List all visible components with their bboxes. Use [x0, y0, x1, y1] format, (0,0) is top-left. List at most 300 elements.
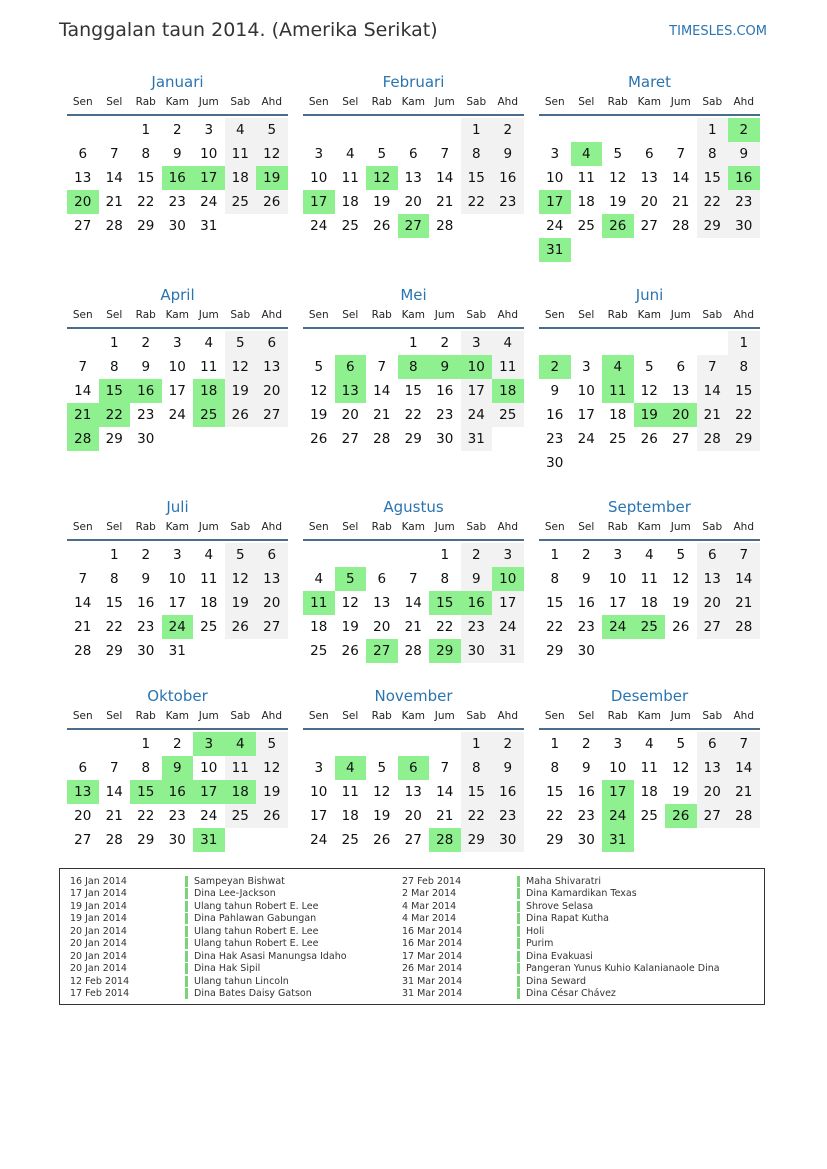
day-cell: 2	[581, 736, 591, 752]
day-cell: 3	[461, 331, 493, 355]
day-cell: 29	[546, 643, 564, 659]
month-agustus	[303, 497, 524, 663]
day-cell: 19	[341, 619, 359, 635]
day-cell: 18	[609, 407, 627, 423]
empty-cell	[398, 732, 430, 756]
legend-marker	[517, 938, 520, 949]
day-cell: 18	[640, 784, 658, 800]
day-cell: 26	[640, 431, 658, 447]
day-cell: 6	[78, 146, 88, 162]
day-cell: 27	[640, 218, 658, 234]
day-cell: 24	[200, 808, 218, 824]
day-cell: 11	[492, 355, 524, 379]
page-title: Tanggalan taun 2014. (Amerika Serikat)	[59, 19, 438, 41]
holiday-day-cell: 4	[571, 142, 603, 166]
day-cell: 7	[728, 732, 760, 756]
weekday-label: Kam	[165, 521, 189, 533]
holiday-day-cell: 4	[602, 355, 634, 379]
day-cell: 18	[200, 595, 218, 611]
weekday-header	[539, 305, 760, 325]
month-april	[67, 285, 288, 451]
month-januari	[67, 72, 288, 238]
day-cell: 21	[74, 619, 92, 635]
weekday-label: Ahd	[733, 96, 754, 108]
holiday-day-cell: 19	[634, 403, 666, 427]
day-cell: 26	[225, 615, 257, 639]
day-cell: 12	[225, 355, 257, 379]
legend-marker	[185, 876, 188, 887]
weekday-label: Ahd	[261, 521, 282, 533]
day-cell: 5	[676, 547, 686, 563]
weekday-label: Kam	[165, 710, 189, 722]
day-cell: 1	[141, 736, 151, 752]
day-cell: 26	[373, 832, 391, 848]
day-cell: 11	[225, 142, 257, 166]
legend-row	[402, 925, 720, 938]
day-cell: 14	[728, 567, 760, 591]
weekday-label: Kam	[637, 710, 661, 722]
month-name: Desember	[610, 687, 689, 705]
weekday-label: Sab	[230, 521, 251, 533]
holiday-day-cell: 18	[225, 780, 257, 804]
day-cell: 17	[168, 383, 186, 399]
day-cell: 28	[404, 643, 422, 659]
weekday-header	[303, 305, 524, 325]
header-divider	[67, 114, 288, 116]
empty-cell	[366, 543, 398, 567]
day-cell: 23	[492, 190, 524, 214]
day-cell: 8	[141, 760, 151, 776]
day-cell: 3	[172, 547, 182, 563]
weekday-label: Rab	[371, 96, 392, 108]
day-cell: 7	[440, 760, 450, 776]
day-cell: 29	[546, 832, 564, 848]
month-september	[539, 497, 760, 663]
day-cell: 11	[341, 170, 359, 186]
legend-date: 20 Jan 2014	[70, 950, 127, 962]
weekday-label: Sel	[106, 96, 123, 108]
day-cell: 10	[168, 571, 186, 587]
month-name: Juni	[635, 286, 664, 304]
month-name: Agustus	[383, 498, 444, 516]
day-cell: 8	[141, 146, 151, 162]
legend-date: 20 Jan 2014	[70, 925, 127, 937]
day-cell: 30	[577, 832, 595, 848]
weekday-label: Rab	[607, 309, 628, 321]
holiday-day-cell: 17	[539, 190, 571, 214]
day-cell: 23	[577, 808, 595, 824]
legend-holiday-name: Ulang tahun Lincoln	[194, 975, 289, 987]
day-cell: 24	[310, 218, 328, 234]
day-cell: 27	[256, 403, 288, 427]
weekday-label: Sab	[466, 710, 487, 722]
day-cell: 9	[141, 571, 151, 587]
legend-column-2	[402, 875, 720, 1000]
holiday-day-cell: 17	[303, 190, 335, 214]
weekday-label: Rab	[135, 710, 156, 722]
day-cell: 21	[105, 808, 123, 824]
holiday-day-cell: 10	[461, 355, 493, 379]
month-name: September	[608, 498, 691, 516]
holiday-day-cell: 2	[728, 118, 760, 142]
day-cell: 20	[373, 619, 391, 635]
weekday-label: Kam	[401, 521, 425, 533]
day-cell: 12	[373, 784, 391, 800]
day-cell: 29	[728, 427, 760, 451]
weekday-label: Kam	[165, 309, 189, 321]
header-divider	[67, 728, 288, 730]
weekday-label: Rab	[135, 309, 156, 321]
empty-cell	[366, 732, 398, 756]
brand-link[interactable]: TIMESLES.COM	[669, 24, 767, 39]
header-divider	[539, 539, 760, 541]
empty-cell	[335, 331, 367, 355]
day-cell: 24	[168, 407, 186, 423]
day-cell: 15	[404, 383, 422, 399]
holiday-day-cell: 19	[256, 166, 288, 190]
day-cell: 1	[109, 335, 119, 351]
day-cell: 14	[74, 383, 92, 399]
weekday-label: Sel	[342, 710, 359, 722]
holiday-day-cell: 16	[162, 780, 194, 804]
day-cell: 26	[256, 190, 288, 214]
empty-cell	[67, 732, 99, 756]
weekday-label: Sel	[578, 710, 595, 722]
day-cell: 1	[550, 736, 560, 752]
day-cell: 16	[546, 407, 564, 423]
day-cell: 15	[105, 595, 123, 611]
day-cell: 13	[640, 170, 658, 186]
day-cell: 12	[672, 571, 690, 587]
day-cell: 4	[492, 331, 524, 355]
day-cell: 10	[200, 146, 218, 162]
empty-cell	[398, 543, 430, 567]
day-grid	[67, 331, 288, 451]
weekday-label: Sel	[342, 309, 359, 321]
empty-cell	[697, 331, 729, 355]
day-cell: 25	[577, 218, 595, 234]
day-cell: 10	[577, 383, 595, 399]
legend-holiday-name: Holi	[526, 925, 545, 937]
legend-date: 31 Mar 2014	[402, 988, 463, 1000]
month-desember	[539, 686, 760, 852]
day-cell: 25	[341, 832, 359, 848]
day-cell: 22	[697, 190, 729, 214]
day-cell: 19	[609, 194, 627, 210]
day-cell: 19	[373, 808, 391, 824]
legend-row	[402, 963, 720, 976]
legend-date: 17 Feb 2014	[70, 988, 130, 1000]
day-cell: 23	[137, 619, 155, 635]
day-cell: 18	[225, 166, 257, 190]
day-cell: 13	[697, 567, 729, 591]
day-cell: 23	[577, 619, 595, 635]
holiday-day-cell: 31	[602, 828, 634, 852]
weekday-label: Ahd	[497, 521, 518, 533]
day-cell: 28	[74, 643, 92, 659]
legend-date: 26 Mar 2014	[402, 963, 463, 975]
month-name: April	[160, 286, 195, 304]
day-cell: 31	[492, 639, 524, 663]
weekday-label: Jum	[434, 96, 455, 108]
day-cell: 30	[492, 828, 524, 852]
day-cell: 1	[109, 547, 119, 563]
holiday-day-cell: 27	[398, 214, 430, 238]
holiday-day-cell: 25	[193, 403, 225, 427]
day-cell: 22	[546, 808, 564, 824]
holiday-day-cell: 29	[429, 639, 461, 663]
month-maret	[539, 72, 760, 262]
holiday-day-cell: 4	[335, 756, 367, 780]
holiday-day-cell: 20	[67, 190, 99, 214]
day-cell: 4	[204, 547, 214, 563]
header-divider	[303, 539, 524, 541]
weekday-label: Sab	[702, 309, 723, 321]
legend-holiday-name: Dina Kamardikan Texas	[526, 888, 637, 900]
weekday-label: Ahd	[497, 309, 518, 321]
day-cell: 20	[404, 194, 422, 210]
month-name: Januari	[151, 73, 204, 91]
day-cell: 21	[672, 194, 690, 210]
day-cell: 15	[546, 595, 564, 611]
weekday-label: Ahd	[261, 710, 282, 722]
holiday-day-cell: 24	[602, 615, 634, 639]
weekday-label: Jum	[434, 309, 455, 321]
day-cell: 10	[609, 760, 627, 776]
day-cell: 17	[168, 595, 186, 611]
legend-date: 16 Jan 2014	[70, 875, 127, 887]
weekday-label: Rab	[371, 521, 392, 533]
day-cell: 8	[461, 756, 493, 780]
day-cell: 9	[581, 760, 591, 776]
weekday-label: Rab	[607, 521, 628, 533]
day-grid	[67, 543, 288, 663]
empty-cell	[303, 543, 335, 567]
day-cell: 10	[546, 170, 564, 186]
empty-cell	[602, 331, 634, 355]
weekday-label: Rab	[135, 96, 156, 108]
day-cell: 30	[436, 431, 454, 447]
legend-holiday-name: Dina Rapat Kutha	[526, 913, 609, 925]
holiday-day-cell: 17	[193, 780, 225, 804]
day-cell: 15	[461, 166, 493, 190]
day-cell: 5	[256, 118, 288, 142]
weekday-label: Sab	[466, 96, 487, 108]
day-cell: 21	[105, 194, 123, 210]
day-cell: 8	[550, 571, 560, 587]
empty-cell	[67, 331, 99, 355]
empty-cell	[303, 732, 335, 756]
holiday-day-cell: 17	[193, 166, 225, 190]
day-cell: 19	[225, 379, 257, 403]
day-cell: 3	[492, 543, 524, 567]
day-cell: 10	[609, 571, 627, 587]
legend-marker	[517, 951, 520, 962]
day-cell: 14	[373, 383, 391, 399]
weekday-label: Sen	[308, 309, 329, 321]
holiday-day-cell: 26	[665, 804, 697, 828]
weekday-label: Sel	[106, 521, 123, 533]
day-cell: 7	[78, 571, 88, 587]
holiday-day-cell: 24	[602, 804, 634, 828]
day-cell: 22	[137, 808, 155, 824]
day-cell: 7	[109, 146, 119, 162]
legend-holiday-name: Maha Shivaratri	[526, 875, 602, 887]
legend-marker	[185, 926, 188, 937]
day-cell: 29	[137, 218, 155, 234]
month-mei	[303, 285, 524, 451]
empty-cell	[303, 118, 335, 142]
holiday-day-cell: 31	[539, 238, 571, 262]
month-juli	[67, 497, 288, 663]
day-cell: 2	[492, 732, 524, 756]
day-cell: 8	[109, 359, 119, 375]
month-juni	[539, 285, 760, 475]
day-cell: 15	[461, 780, 493, 804]
day-cell: 24	[577, 431, 595, 447]
holiday-day-cell: 16	[130, 379, 162, 403]
day-cell: 24	[492, 615, 524, 639]
weekday-label: Sen	[72, 710, 93, 722]
weekday-label: Kam	[401, 710, 425, 722]
day-cell: 3	[613, 736, 623, 752]
day-grid	[303, 331, 524, 451]
day-cell: 24	[461, 403, 493, 427]
legend-holiday-name: Purim	[526, 938, 554, 950]
weekday-label: Ahd	[733, 521, 754, 533]
legend-row	[70, 975, 347, 988]
day-cell: 8	[461, 142, 493, 166]
empty-cell	[602, 118, 634, 142]
day-cell: 13	[256, 567, 288, 591]
day-cell: 2	[581, 547, 591, 563]
weekday-label: Sen	[544, 309, 565, 321]
weekday-label: Kam	[637, 96, 661, 108]
legend-row	[402, 938, 720, 951]
day-cell: 22	[728, 403, 760, 427]
day-cell: 31	[461, 427, 493, 451]
empty-cell	[303, 331, 335, 355]
day-cell: 22	[461, 190, 493, 214]
day-cell: 8	[550, 760, 560, 776]
legend-row	[402, 875, 720, 888]
day-cell: 11	[577, 170, 595, 186]
legend-date: 19 Jan 2014	[70, 900, 127, 912]
day-cell: 6	[377, 571, 387, 587]
holiday-day-cell: 15	[130, 780, 162, 804]
month-februari	[303, 72, 524, 238]
holiday-legend	[59, 868, 765, 1005]
holiday-day-cell: 16	[728, 166, 760, 190]
holiday-day-cell: 31	[193, 828, 225, 852]
holiday-day-cell: 18	[492, 379, 524, 403]
weekday-label: Sab	[230, 96, 251, 108]
weekday-label: Rab	[371, 309, 392, 321]
day-cell: 9	[461, 567, 493, 591]
legend-marker	[185, 951, 188, 962]
legend-row	[70, 938, 347, 951]
weekday-label: Ahd	[733, 710, 754, 722]
legend-marker	[517, 926, 520, 937]
day-cell: 1	[141, 122, 151, 138]
weekday-header	[539, 92, 760, 112]
day-cell: 12	[256, 142, 288, 166]
day-cell: 22	[461, 804, 493, 828]
day-cell: 26	[225, 403, 257, 427]
legend-marker	[185, 901, 188, 912]
day-cell: 6	[78, 760, 88, 776]
empty-cell	[665, 331, 697, 355]
day-cell: 18	[640, 595, 658, 611]
day-cell: 27	[404, 832, 422, 848]
month-november	[303, 686, 524, 852]
header-divider	[539, 728, 760, 730]
empty-cell	[398, 118, 430, 142]
day-cell: 14	[74, 595, 92, 611]
day-cell: 9	[492, 756, 524, 780]
day-cell: 11	[640, 760, 658, 776]
day-cell: 16	[492, 780, 524, 804]
legend-holiday-name: Dina César Chávez	[526, 988, 616, 1000]
weekday-label: Sen	[544, 521, 565, 533]
weekday-label: Sen	[544, 710, 565, 722]
day-cell: 15	[697, 166, 729, 190]
legend-marker	[517, 876, 520, 887]
day-cell: 22	[105, 619, 123, 635]
legend-holiday-name: Ulang tahun Robert E. Lee	[194, 900, 319, 912]
legend-holiday-name: Shrove Selasa	[526, 900, 594, 912]
header-divider	[303, 114, 524, 116]
day-cell: 30	[137, 431, 155, 447]
holiday-day-cell: 6	[335, 355, 367, 379]
month-name: Oktober	[147, 687, 208, 705]
header-divider	[303, 327, 524, 329]
weekday-label: Jum	[198, 710, 219, 722]
day-cell: 26	[310, 431, 328, 447]
day-cell: 12	[225, 567, 257, 591]
holiday-day-cell: 15	[99, 379, 131, 403]
month-name: Mei	[400, 286, 427, 304]
day-cell: 11	[640, 571, 658, 587]
day-cell: 30	[168, 218, 186, 234]
day-cell: 18	[341, 194, 359, 210]
legend-row	[402, 975, 720, 988]
legend-date: 20 Jan 2014	[70, 963, 127, 975]
legend-date: 4 Mar 2014	[402, 913, 457, 925]
day-cell: 23	[436, 407, 454, 423]
day-cell: 30	[546, 455, 564, 471]
day-cell: 6	[408, 146, 418, 162]
day-cell: 19	[310, 407, 328, 423]
day-cell: 5	[377, 760, 387, 776]
day-cell: 11	[341, 784, 359, 800]
day-cell: 23	[728, 190, 760, 214]
day-cell: 23	[168, 194, 186, 210]
day-cell: 13	[697, 756, 729, 780]
weekday-label: Ahd	[261, 96, 282, 108]
empty-cell	[539, 118, 571, 142]
legend-holiday-name: Dina Lee-Jackson	[194, 888, 276, 900]
legend-row	[70, 925, 347, 938]
day-cell: 1	[408, 335, 418, 351]
legend-row	[70, 888, 347, 901]
weekday-header	[67, 706, 288, 726]
legend-row	[402, 913, 720, 926]
legend-marker	[185, 938, 188, 949]
day-cell: 7	[728, 543, 760, 567]
day-cell: 2	[461, 543, 493, 567]
legend-marker	[517, 976, 520, 987]
